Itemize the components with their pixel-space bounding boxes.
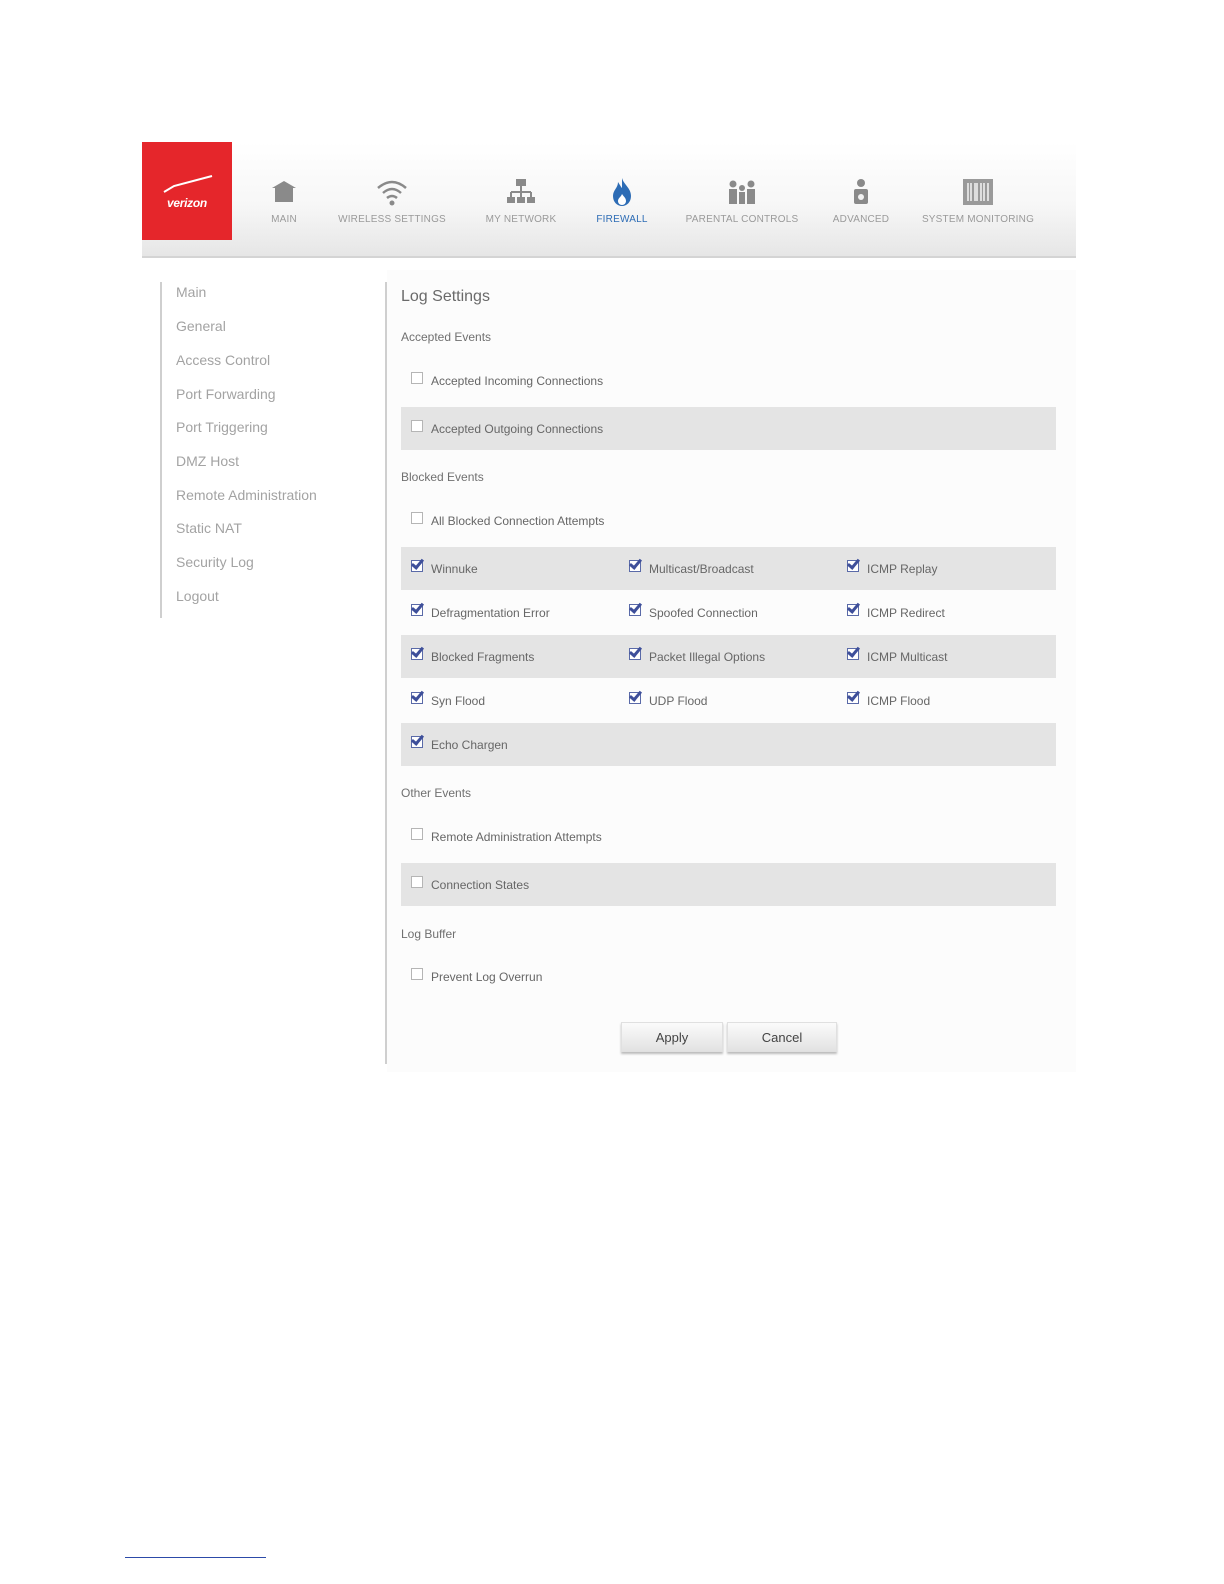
option-accepted-incoming[interactable]	[411, 359, 603, 402]
option-label: Syn Flood	[431, 693, 486, 708]
option-prevent-log-overrun[interactable]	[411, 955, 542, 998]
checkbox[interactable]	[847, 560, 859, 572]
option-label: Accepted Outgoing Connections	[431, 421, 604, 436]
nav-label: WIRELESS SETTINGS	[338, 214, 446, 225]
section-title-other-events: Other Events	[401, 786, 472, 800]
verizon-logo[interactable]	[142, 142, 232, 240]
checkbox[interactable]	[411, 648, 423, 660]
family-icon	[724, 176, 760, 208]
person-gear-icon	[845, 176, 877, 208]
checkbox[interactable]	[847, 604, 859, 616]
nav-main[interactable]	[262, 176, 306, 225]
option-echo-chargen[interactable]	[411, 723, 508, 766]
option-row	[401, 863, 1056, 906]
nav-label: FIREWALL	[596, 214, 648, 225]
nav-label: SYSTEM MONITORING	[921, 214, 1035, 225]
sidebar-item-port-forwarding[interactable]: Port Forwarding	[176, 386, 276, 402]
option-label: ICMP Multicast	[867, 649, 948, 664]
option-row	[401, 359, 1056, 402]
section-title-accepted-events: Accepted Events	[401, 330, 492, 344]
nav-system-monitoring[interactable]	[914, 176, 1042, 225]
option-label: Defragmentation Error	[431, 605, 550, 620]
option-label: All Blocked Connection Attempts	[431, 513, 605, 528]
option-connection-states[interactable]	[411, 863, 529, 906]
nav-wireless-settings[interactable]	[330, 176, 454, 225]
option-row	[401, 547, 1056, 590]
barcode-icon	[961, 176, 995, 208]
checkbox[interactable]	[411, 828, 423, 840]
house-icon	[268, 176, 300, 208]
network-icon	[505, 176, 537, 208]
sidebar-item-main[interactable]: Main	[176, 284, 207, 300]
option-all-blocked-attempts[interactable]	[411, 499, 604, 542]
checkbox[interactable]	[629, 560, 641, 572]
section-title-log-buffer: Log Buffer	[401, 927, 457, 941]
checkbox[interactable]	[629, 648, 641, 660]
nav-label: PARENTAL CONTROLS	[685, 214, 799, 225]
section-title-blocked-events: Blocked Events	[401, 470, 484, 484]
checkbox[interactable]	[847, 648, 859, 660]
option-syn-flood[interactable]	[411, 679, 485, 722]
nav-my-network[interactable]	[478, 176, 564, 225]
option-row	[401, 679, 1056, 722]
checkbox[interactable]	[411, 876, 423, 888]
sidebar-item-port-triggering[interactable]: Port Triggering	[176, 419, 268, 435]
option-label: Remote Administration Attempts	[431, 829, 602, 844]
option-row	[401, 407, 1056, 450]
page-title: Log Settings	[401, 288, 490, 305]
option-row	[401, 635, 1056, 678]
nav-advanced[interactable]	[826, 176, 896, 225]
content-divider	[385, 282, 387, 1064]
option-row	[401, 499, 1056, 542]
option-defragmentation-error[interactable]	[411, 591, 550, 634]
option-label: Accepted Incoming Connections	[431, 373, 604, 388]
nav-label: MY NETWORK	[485, 214, 557, 225]
option-label: UDP Flood	[649, 693, 708, 708]
checkbox[interactable]	[411, 420, 423, 432]
footer-link-underline	[125, 1557, 266, 1558]
sidebar-item-remote-administration[interactable]: Remote Administration	[176, 487, 317, 503]
option-label: Connection States	[431, 877, 530, 892]
sidebar-item-access-control[interactable]: Access Control	[176, 352, 271, 368]
option-blocked-fragments[interactable]	[411, 635, 534, 678]
apply-button[interactable]: Apply	[621, 1022, 723, 1052]
nav-label: MAIN	[271, 214, 297, 225]
option-label: Echo Chargen	[431, 737, 508, 752]
option-label: Packet Illegal Options	[649, 649, 766, 664]
sidebar-item-general[interactable]: General	[176, 318, 226, 334]
option-row	[401, 591, 1056, 634]
option-row	[401, 955, 1056, 998]
checkbox[interactable]	[411, 604, 423, 616]
option-label: Prevent Log Overrun	[431, 969, 543, 984]
checkbox[interactable]	[629, 604, 641, 616]
wifi-icon	[374, 176, 410, 208]
flame-icon	[606, 176, 638, 208]
sidebar-item-dmz-host[interactable]: DMZ Host	[176, 453, 239, 469]
nav-firewall[interactable]	[590, 176, 654, 225]
option-packet-illegal-options[interactable]	[629, 635, 765, 678]
nav-label: ADVANCED	[832, 214, 890, 225]
checkbox[interactable]	[629, 692, 641, 704]
option-row	[401, 723, 1056, 766]
option-label: ICMP Replay	[867, 561, 938, 576]
cancel-button[interactable]: Cancel	[727, 1022, 837, 1052]
checkbox[interactable]	[847, 692, 859, 704]
option-label: ICMP Flood	[867, 693, 931, 708]
option-spoofed-connection[interactable]	[629, 591, 758, 634]
option-row	[401, 815, 1056, 858]
option-label: Winnuke	[431, 561, 478, 576]
option-remote-admin-attempts[interactable]	[411, 815, 602, 858]
firewall-side-menu	[160, 282, 372, 618]
checkbox[interactable]	[411, 736, 423, 748]
option-winnuke[interactable]	[411, 547, 478, 590]
option-icmp-flood[interactable]	[847, 679, 930, 722]
option-label: Blocked Fragments	[431, 649, 535, 664]
sidebar-item-security-log[interactable]: Security Log	[176, 554, 254, 570]
option-label: ICMP Redirect	[867, 605, 945, 620]
checkbox[interactable]	[411, 692, 423, 704]
option-accepted-outgoing[interactable]	[411, 407, 603, 450]
checkbox[interactable]	[411, 560, 423, 572]
checkbox[interactable]	[411, 968, 423, 980]
nav-parental-controls[interactable]	[676, 176, 808, 225]
logo-text: verizon	[167, 196, 207, 210]
sidebar-item-logout[interactable]: Logout	[176, 588, 219, 604]
option-icmp-multicast[interactable]	[847, 635, 947, 678]
checkmark-logo-icon	[160, 174, 214, 196]
option-label: Spoofed Connection	[649, 605, 758, 620]
option-icmp-redirect[interactable]	[847, 591, 945, 634]
option-udp-flood[interactable]	[629, 679, 707, 722]
checkbox[interactable]	[411, 372, 423, 384]
sidebar-item-static-nat[interactable]: Static NAT	[176, 520, 242, 536]
option-multicast-broadcast[interactable]	[629, 547, 754, 590]
option-icmp-replay[interactable]	[847, 547, 937, 590]
checkbox[interactable]	[411, 512, 423, 524]
option-label: Multicast/Broadcast	[649, 561, 754, 576]
